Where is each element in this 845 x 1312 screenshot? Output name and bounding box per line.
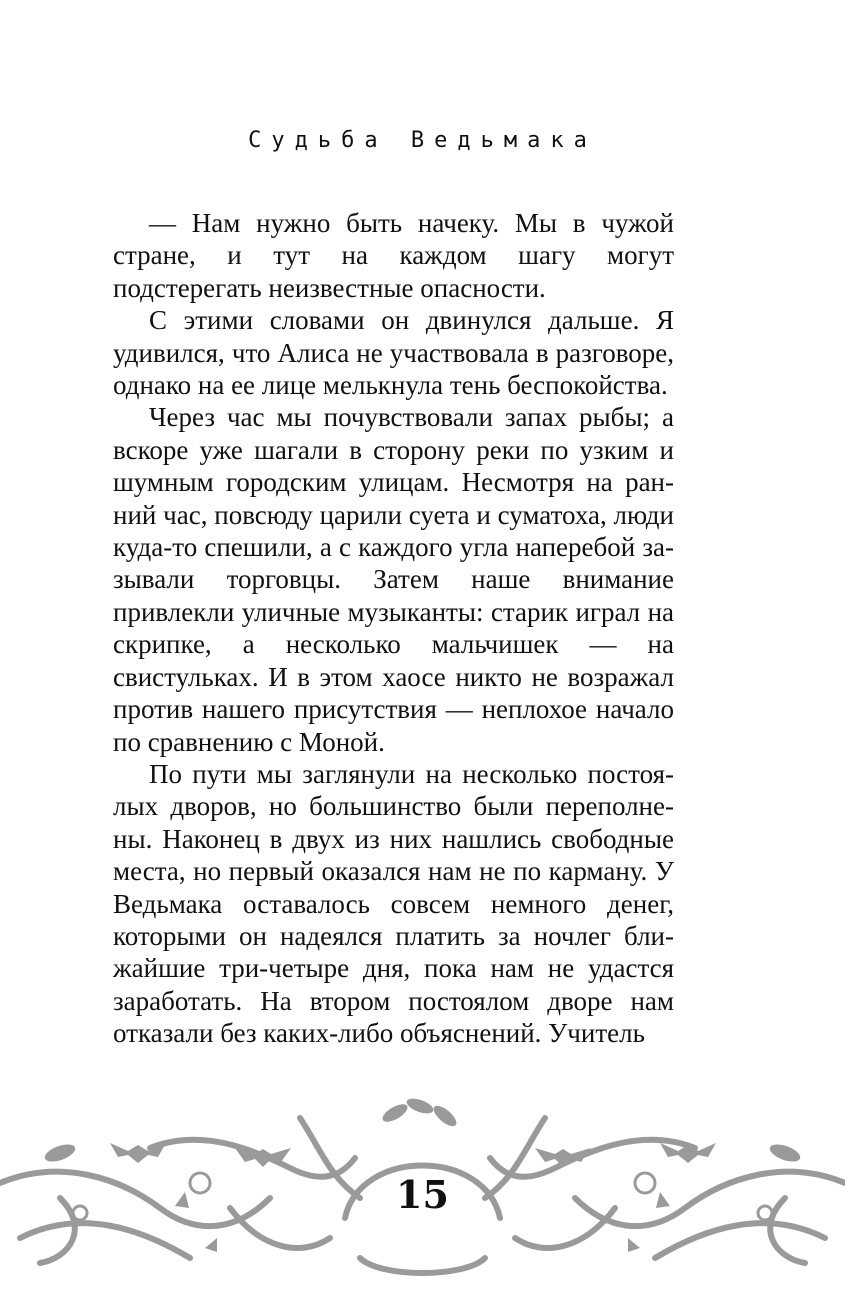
paragraph-1: — Нам нужно быть начеку. Мы в чужой стране, и тут на каждом шагу могут подстерегать неизвестные опасности. xyxy=(113,208,674,303)
running-header: Судьба Ведьмака xyxy=(248,128,597,153)
paragraph-2: С этими словами он двинулся дальше. Я удивился, что Алиса не участвовала в разговоре, однако на ее лице мелькнула тень беспокойства. xyxy=(113,305,674,401)
paragraph-4: По пути мы заглянули на несколько постоялых дворов, но большинство были переполнены. Наконец в двух из них нашлись свободные места, но первый оказался нам не по карману. У Ведьмака оставалось совсем немного денег, которыми он надеялся платить за ночлег ближайшие три-четыре дня, пока нам не удастся заработать. На втором постоялом дворе нам отказали без каких-либо объяснений. Учитель xyxy=(113,758,674,1049)
body-text xyxy=(113,207,674,1050)
page-number: 15 xyxy=(396,1172,449,1217)
paragraph-3: Через час мы почувствовали запах рыбы; а вскоре уже шагали в сторону реки по узким и шумным городским улицам. Несмотря на ранний час, повсюду царили суета и суматоха, люди куда-то спешили, а с каждого угла наперебой зазывали торговцы. Затем наше внимание привлекли уличные музыканты: старик играл на скрипке, а несколько мальчишек — на свистульках. И в этом хаосе никто не возражал против нашего присутствия — неплохое начало по сравнению с Моной. xyxy=(113,402,674,757)
